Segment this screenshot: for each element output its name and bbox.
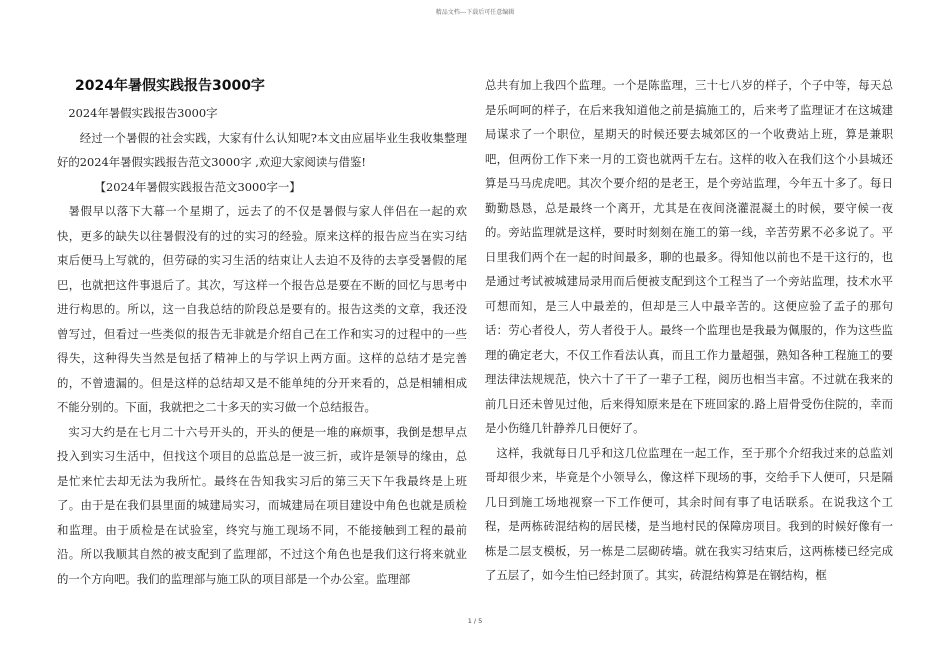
body-paragraph: 实习大约是在七月二十六号开头的，开头的便是一堆的麻烦事，我倒是想早点投入到实习生活中，但找这个项目的总监总是一波三折，或许是领导的缘由，总是忙来忙去却无法为我所忙。最终在告知我实习后的第三天下午我最终是上班了。由于是在我们县里面的城建局实习，而城建局在项目建设中角色也就是质检和监理。由于质检是在试验室，终究与施工现场不同，不能接触到工程的最前沿。所以我顺其自然的被支配到了监理部，不过这个角色也是我们这行将来就业的一个方向吧。我们的监理部与施工队的项目部是一个办公室。监理部 [57,424,467,586]
right-column [485,73,893,588]
body-paragraph: 暑假早以落下大幕一个星期了，远去了的不仅是暑假与家人伴侣在一起的欢快，更多的缺失以往暑假没有的过的实习的经验。原来这样的报告应当在实习结束后便马上写就的，但劳碌的实习生活的结束让人去迫不及待的去享受暑假的尾巴，也就把这件事退后了。其次，写这样一个报告总是要在不断的回忆与思考中进行构思的。所以，这一自我总结的阶段总是要有的。报告这类的文章，我还没曾写过，但看过一些类似的报告无非就是介绍自己在工作和实习的过程中的一些得失，这种得失当然是包括了精神上的与学识上两方面。这样的总结才是完善的，不曾遗漏的。但是这样的总结却又是不能单纯的分开来看的，总是相辅相成不能分别的。下面，我就把之二十多天的实习做一个总结报告。 [57,204,467,414]
section-heading: 【2024年暑假实践报告范文3000字一】 [94,179,301,194]
intro-paragraph: 经过一个暑假的社会实践，大家有什么认知呢?本文由应届毕业生我收集整理好的2024年暑假实践报告范文3000字 ,欢迎大家阅读与借鉴! [57,130,467,169]
left-column [57,73,467,591]
subtitle-paragraph: 2024年暑假实践报告3000字 [68,106,218,120]
document-title: 2024年暑假实践报告3000字 [75,78,265,94]
header-note: 精品文档---下载后可任意编辑 [435,9,515,16]
page-number: 1 / 5 [467,617,483,625]
body-paragraph: 总共有加上我四个监理。一个是陈监理，三十七八岁的样子，个子中等，每天总是乐呵呵的样子，在后来我知道他之前是搞施工的，后来考了监理证才在这城建局谋求了一个职位，星期天的时候还要去城郊区的一个收费站上班，算是兼职吧，但两份工作下来一月的工资也就两千左右。这样的收入在我们这个小县城还算是马马虎虎吧。其次个要介绍的是老王，是个旁站监理，今年五十多了。每日勤勤恳恳，总是最终一个离开，尤其是在夜间浇灌混凝土的时候，要守候一夜的。旁站监理就是这样，要时时刻刻在施工的第一线，辛苦劳累不必多说了。平日里我们两个在一起的时间最多，聊的也最多。得知他以前也不是干这行的，也是通过考试被城建局录用而后便被支配到这个工程当了一个旁站监理，技术水平可想而知，是三人中最差的，但却是三人中最辛苦的。这便应验了孟子的那句话：劳心者役人，劳人者役于人。最终一个监理也是我最为佩服的，作为这些监理的确定老大，不仅工作看法认真，而且工作力量超强，熟知各种工程施工的要理法律法规规范，快六十了干了一辈子工程，阅历也相当丰富。不过就在我来的前几日还未曾见过他，后来得知原来是在下班回家的.路上眉骨受伤住院的，幸而是小伤缝几针静养几日便好了。 [485,78,893,435]
body-paragraph: 这样，我就每日几乎和这几位监理在一起工作，至于那个介绍我过来的总监刘哥却很少来，毕竟是个小领导么，像这样下现场的事，交给手下人便可，只是隔几日到施工场地视察一下工作便可，其余时间有事了电话联系。在说我这个工程，是两栋砖混结构的居民楼，是当地村民的保障房项目。我到的时候好像有一栋是二层支模板，另一栋是二层砌砖墙。就在我实习结束后，这两栋楼已经完成了五层了，如今生怕已经封顶了。其实，砖混结构算是在钢结构，框 [485,445,893,582]
